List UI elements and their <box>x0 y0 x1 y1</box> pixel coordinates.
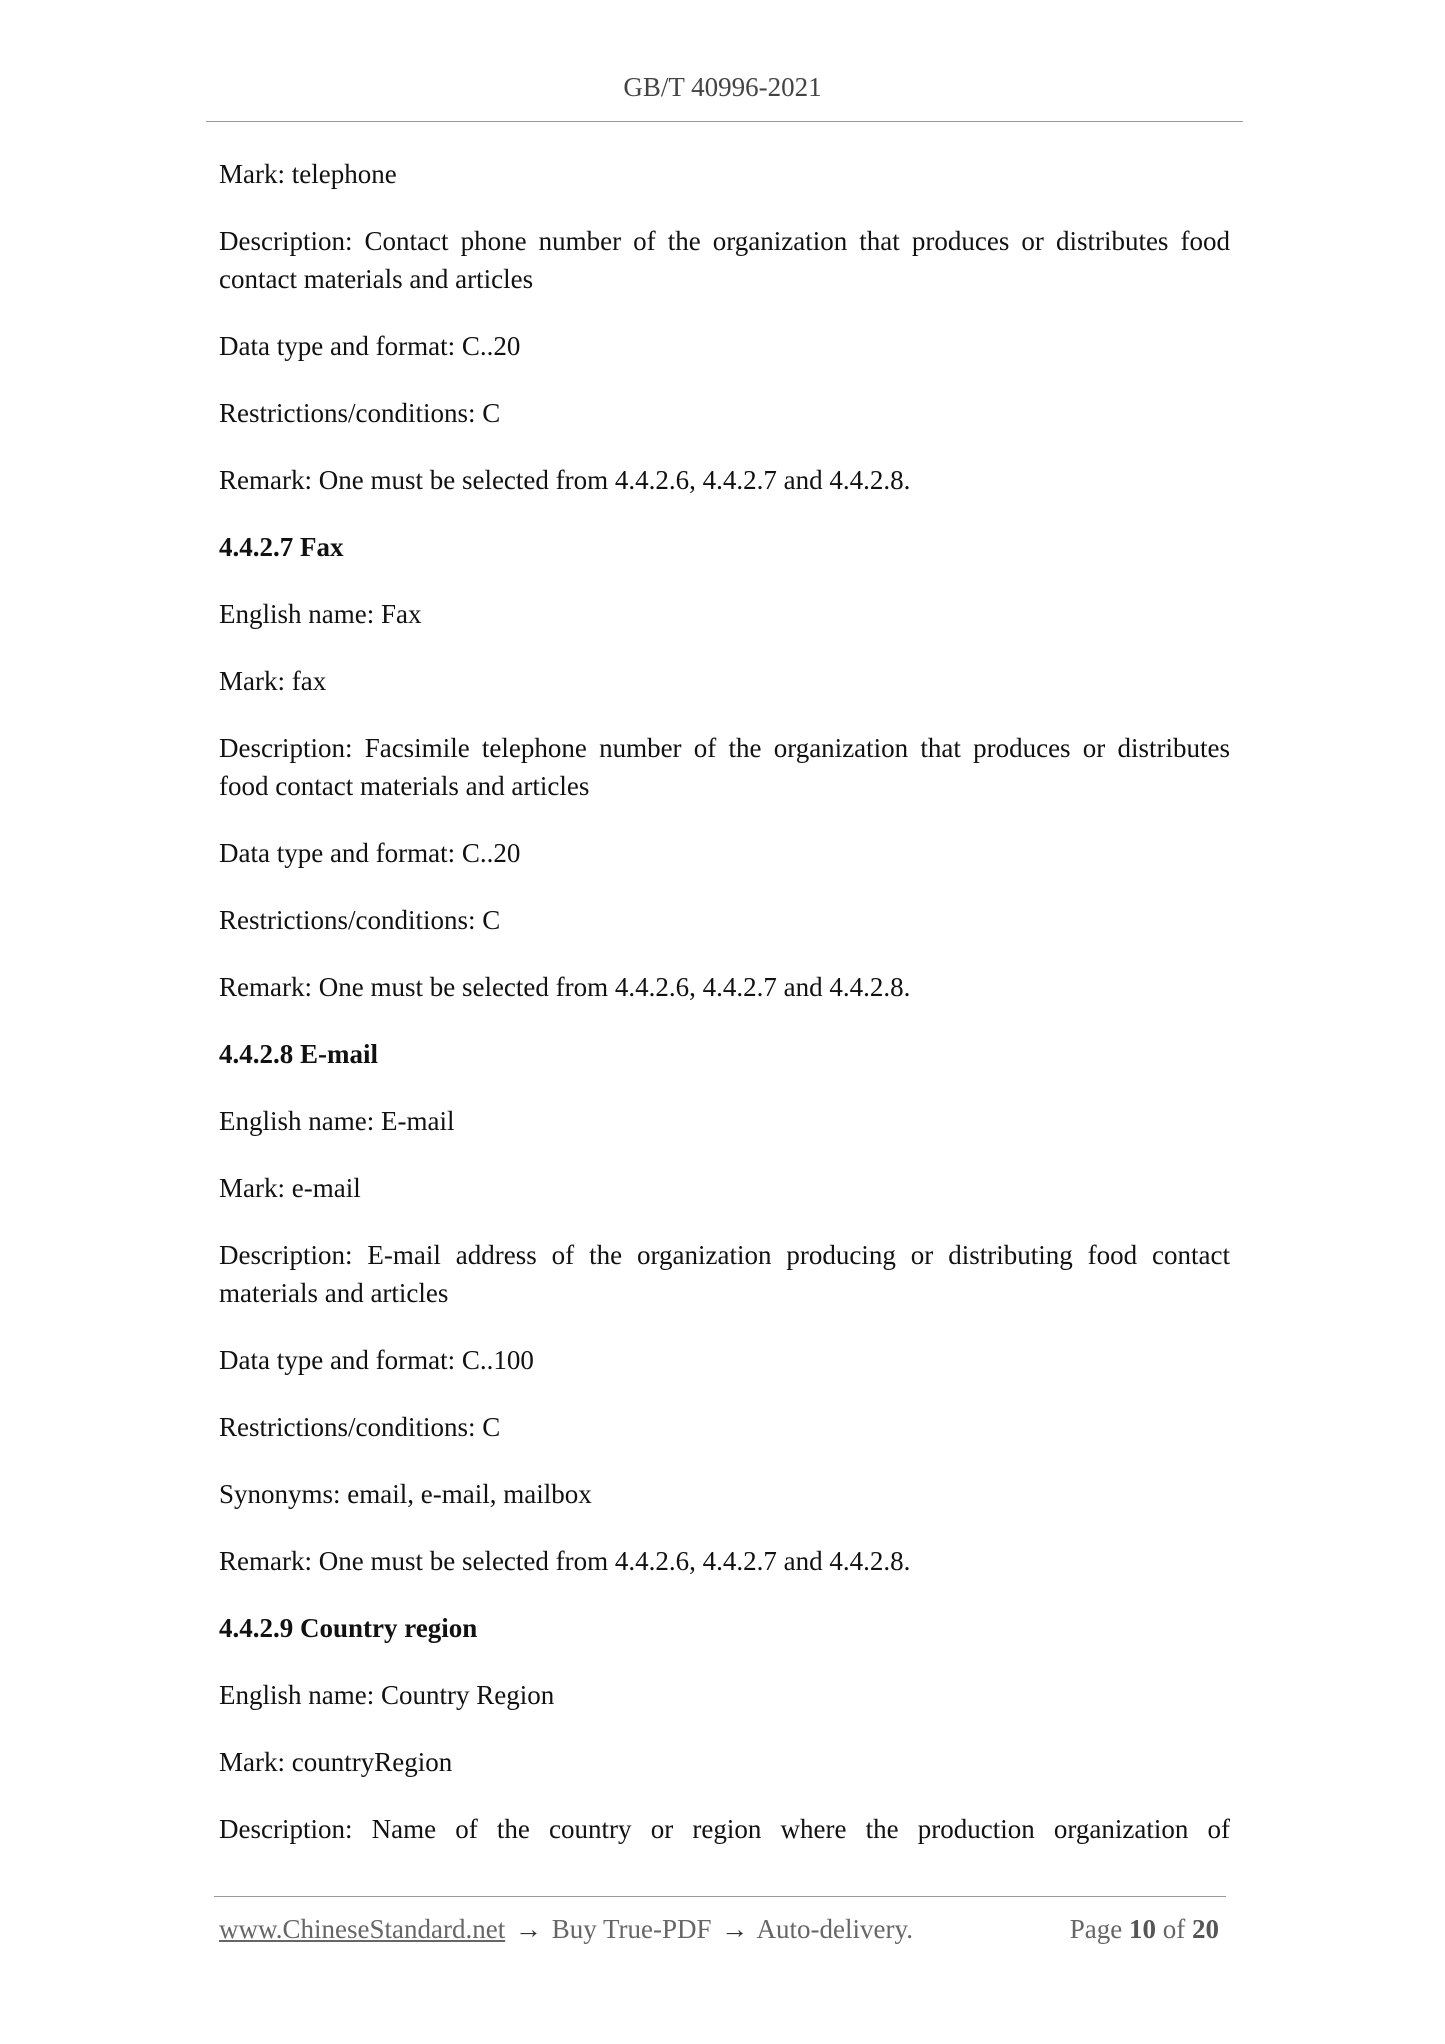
page-footer <box>219 1914 1219 1945</box>
page-label: Page <box>1069 1914 1123 1944</box>
telephone-remark: Remark: One must be selected from 4.4.2.6, 4.4.2.7 and 4.4.2.8. <box>219 465 911 495</box>
of-label: of <box>1162 1914 1186 1944</box>
auto-delivery-text: Auto-delivery. <box>756 1914 913 1944</box>
email-remark: Remark: One must be selected from 4.4.2.6, 4.4.2.7 and 4.4.2.8. <box>219 1546 911 1576</box>
section-heading-fax: 4.4.2.7 Fax <box>219 532 344 562</box>
page-indicator <box>1070 1914 1219 1945</box>
fax-english-name: English name: Fax <box>219 599 422 629</box>
section-heading-email: 4.4.2.8 E-mail <box>219 1039 378 1069</box>
telephone-description: Description: Contact phone number of the organization that produces or distributes food contact materials and articles <box>219 226 1230 294</box>
fax-data-type: Data type and format: C..20 <box>219 838 521 868</box>
email-restrictions: Restrictions/conditions: C <box>219 1412 501 1442</box>
email-english-name: English name: E-mail <box>219 1106 455 1136</box>
right-arrow-icon: → <box>514 1914 542 1944</box>
telephone-mark: Mark: telephone <box>219 159 397 189</box>
fax-restrictions: Restrictions/conditions: C <box>219 905 501 935</box>
header-divider <box>206 121 1243 122</box>
document-code-header: GB/T 40996-2021 <box>623 72 822 102</box>
footer-divider <box>214 1896 1226 1897</box>
email-synonyms: Synonyms: email, e-mail, mailbox <box>219 1479 592 1509</box>
buy-true-pdf-text: Buy True-PDF <box>551 1914 712 1944</box>
telephone-data-type: Data type and format: C..20 <box>219 331 521 361</box>
section-heading-country-region: 4.4.2.9 Country region <box>219 1613 478 1643</box>
email-data-type: Data type and format: C..100 <box>219 1345 534 1375</box>
fax-mark: Mark: fax <box>219 666 327 696</box>
page-number: 10 <box>1129 1914 1156 1944</box>
fax-description: Description: Facsimile telephone number of the organization that produces or distributes food contact materials and articles <box>219 733 1230 801</box>
right-arrow-icon: → <box>721 1914 749 1944</box>
country-region-english-name: English name: Country Region <box>219 1680 555 1710</box>
fax-remark: Remark: One must be selected from 4.4.2.6, 4.4.2.7 and 4.4.2.8. <box>219 972 911 1002</box>
email-mark: Mark: e-mail <box>219 1173 361 1203</box>
page-total: 20 <box>1192 1914 1219 1944</box>
document-body <box>219 155 1230 1877</box>
email-description: Description: E-mail address of the organization producing or distributing food contact materials and articles <box>219 1240 1230 1308</box>
telephone-restrictions: Restrictions/conditions: C <box>219 398 501 428</box>
website-link[interactable]: www.ChineseStandard.net <box>219 1914 506 1944</box>
country-region-description: Description: Name of the country or region where the production organization of <box>219 1814 1230 1844</box>
country-region-mark: Mark: countryRegion <box>219 1747 453 1777</box>
